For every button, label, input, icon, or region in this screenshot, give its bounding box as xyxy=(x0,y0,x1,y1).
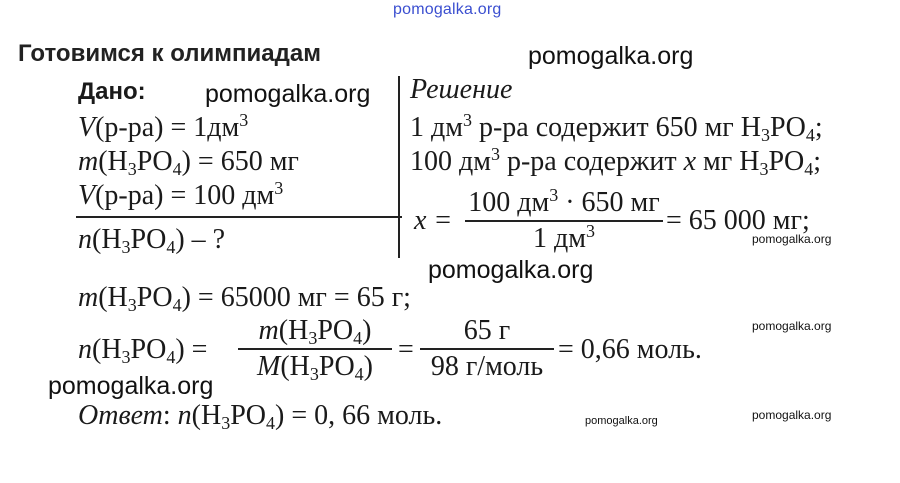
given-line-1: $V(р-ра) = 1дм^3$ xyxy=(78,110,249,143)
moles-fraction-1-numerator: $m(H_3PO_4)$ xyxy=(258,315,372,348)
watermark-8: pomogalka.org xyxy=(585,415,658,427)
watermark-5: pomogalka.org xyxy=(752,232,832,246)
x-equation-lhs: x = xyxy=(414,205,453,236)
watermark-4: pomogalka.org xyxy=(48,372,214,400)
watermark-top: pomogalka.org xyxy=(393,1,502,18)
moles-result: = 0,66 моль. xyxy=(558,334,702,365)
given-line-3: V(р-ра) = 100 $дм^3$ xyxy=(78,178,284,211)
watermark-2: pomogalka.org xyxy=(205,80,371,108)
watermark-7: pomogalka.org xyxy=(752,408,832,422)
answer-label: Ответ xyxy=(78,400,163,431)
given-title: Дано: xyxy=(78,78,146,105)
moles-fraction-1 xyxy=(238,314,392,384)
watermark-1: pomogalka.org xyxy=(528,42,694,70)
given-line-2: $m(H_3PO_4) = 650$ мг xyxy=(78,146,299,179)
solution-line-2: 100 $дм^3$ р-ра содержит x мг $H_3PO_4$; xyxy=(410,144,822,179)
moles-fraction-2-denominator: 98 г/моль xyxy=(430,351,544,382)
watermark-3: pomogalka.org xyxy=(428,256,594,284)
x-fraction xyxy=(465,186,663,256)
answer-line: Ответ: $n(H_3PO_4) = 0$, 66 моль. xyxy=(78,400,443,433)
solution-title: Решение xyxy=(410,74,513,105)
moles-lhs: $n(H_3PO_4)$ = xyxy=(78,334,208,367)
moles-equals: = xyxy=(398,334,414,365)
moles-fraction-2-numerator: 65 г xyxy=(463,315,511,346)
section-heading: Готовимся к олимпиадам xyxy=(18,40,321,67)
watermark-6: pomogalka.org xyxy=(752,319,832,333)
solution-line-1: 1 $дм^3$ р-ра содержит 650 мг $H_3PO_4$; xyxy=(410,110,823,145)
moles-fraction-1-denominator: $M(H_3PO_4)$ xyxy=(257,351,373,384)
given-line-4: $n(H_3PO_4)$ – ? xyxy=(78,224,226,257)
given-solution-divider xyxy=(398,76,400,258)
given-divider xyxy=(76,216,402,218)
moles-fraction-2 xyxy=(420,314,554,384)
x-fraction-denominator: 1 $дм^3$ xyxy=(533,221,595,254)
x-equation-result: = 65 000 мг; xyxy=(666,205,810,236)
x-fraction-numerator: 100 $дм^3 \cdot 650$ мг xyxy=(468,185,660,218)
mass-conversion-line: $m(H_3PO_4) = 65000$ мг = 65 г; xyxy=(78,282,411,315)
